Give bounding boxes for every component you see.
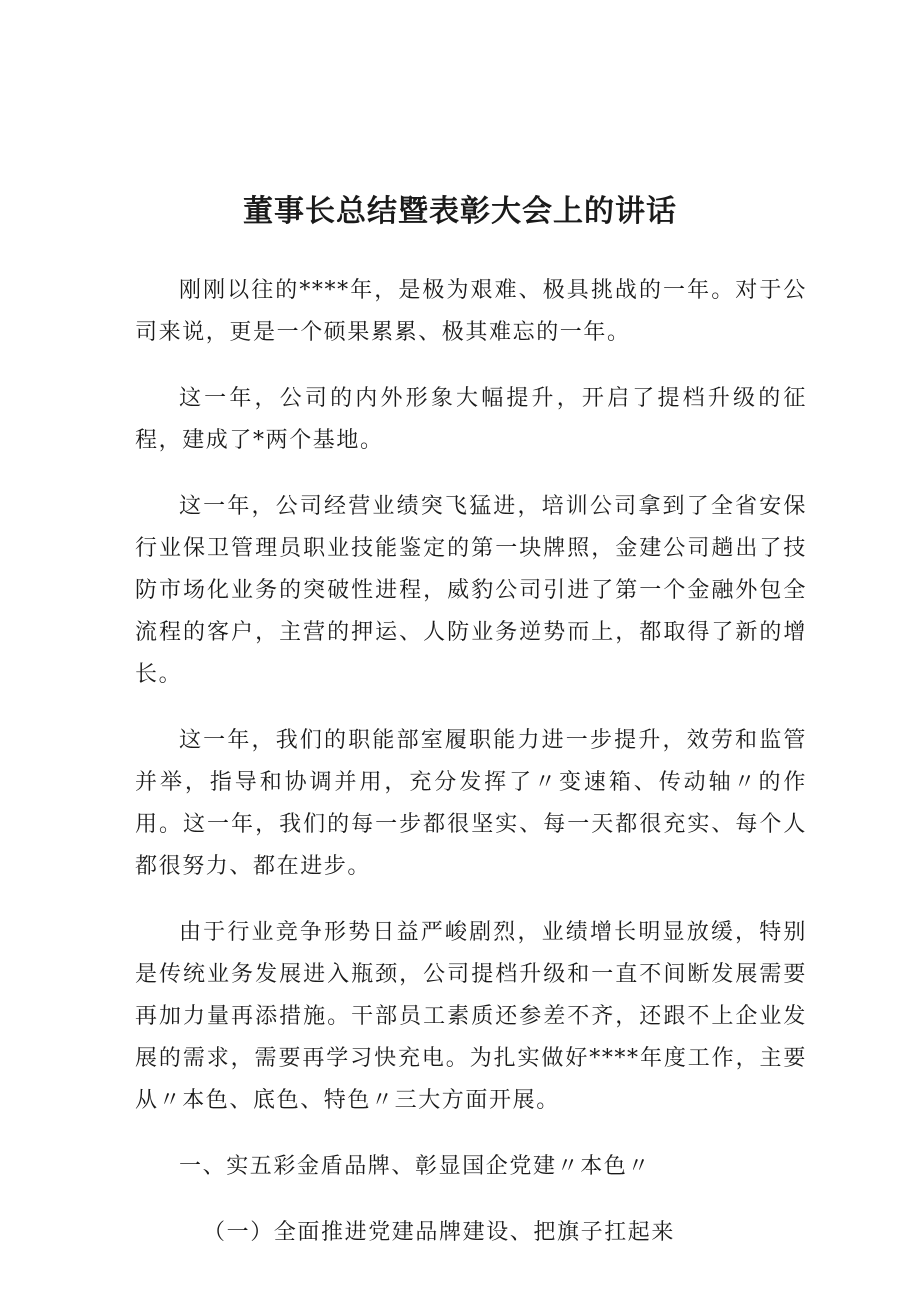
paragraph-1: 刚刚以往的****年，是极为艰难、极具挑战的一年。对于公司来说，更是一个硕果累累、极其难忘的一年。 [135, 278, 807, 345]
paragraph-2: 这一年，公司的内外形象大幅提升，开启了提档升级的征程，建成了*两个基地。 [135, 386, 807, 453]
paragraph-3: 这一年，公司经营业绩突飞猛进，培训公司拿到了全省安保行业保卫管理员职业技能鉴定的第一块牌照，金建公司趟出了技防市场化业务的突破性进程，威豹公司引进了第一个金融外包全流程的客户，主营的押运、人防业务逆势而上，都取得了新的增长。 [135, 494, 807, 687]
subsection-heading-1: （一）全面推进党建品牌建设、把旗子扛起来 [203, 1220, 676, 1245]
document-body [135, 270, 807, 1254]
document-title: 董事长总结暨表彰大会上的讲话 [243, 194, 677, 229]
paragraph-4: 这一年，我们的职能部室履职能力进一步提升，效劳和监管并举，指导和协调并用，充分发挥了〃变速箱、传动轴〃的作用。这一年，我们的每一步都很坚实、每一天都很充实、每个人都很努力、都在进步。 [135, 728, 807, 879]
section-heading-1: 一、实五彩金盾品牌、彰显国企党建〃本色〃 [179, 1154, 652, 1179]
paragraph-5: 由于行业竞争形势日益严峻剧烈，业绩增长明显放缓，特别是传统业务发展进入瓶颈，公司提档升级和一直不间断发展需要再加力量再添措施。干部员工素质还参差不齐，还跟不上企业发展的需求，需要再学习快充电。为扎实做好****年度工作，主要从〃本色、底色、特色〃三大方面开展。 [135, 920, 807, 1113]
